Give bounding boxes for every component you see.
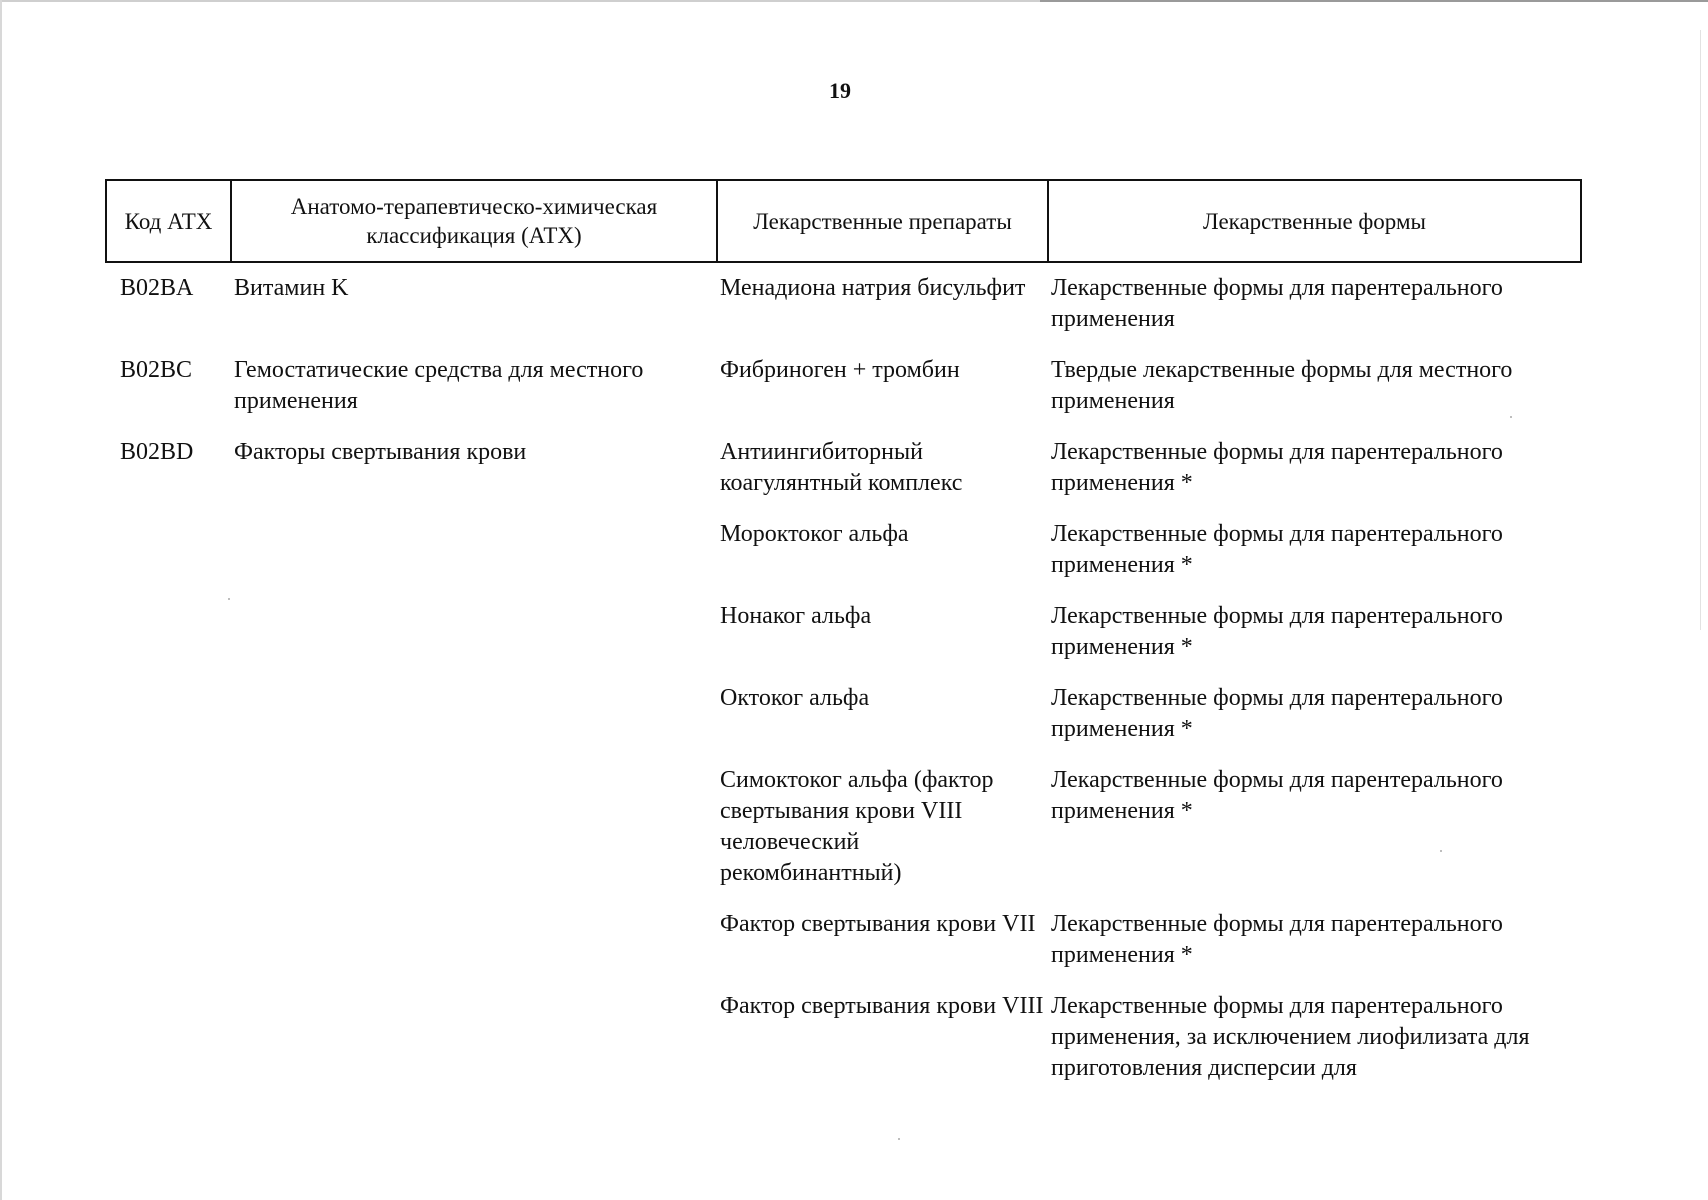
table-body xyxy=(106,262,1581,1084)
header-code: Код АТХ xyxy=(106,180,231,262)
table-row xyxy=(106,519,1581,601)
table-row xyxy=(106,262,1581,355)
row-drug: Нонаког альфа xyxy=(720,603,872,629)
row-drug: Фактор свертывания крови VIII xyxy=(720,993,1044,1019)
row-atx-name xyxy=(231,519,717,601)
table-row xyxy=(106,437,1581,519)
scan-speck xyxy=(1510,416,1512,418)
row-code xyxy=(106,765,231,909)
page-number: 19 xyxy=(829,78,851,103)
row-drug: Фибриноген + тромбин xyxy=(720,357,960,383)
row-atx-name xyxy=(231,991,717,1084)
row-atx-name: Гемостатические средства для местного применения xyxy=(234,357,644,414)
row-atx-name xyxy=(231,765,717,909)
row-drug: Симоктоког альфа (фактор свертывания крови VIII человеческий рекомбинантный) xyxy=(720,767,994,886)
row-dosage-form: Лекарственные формы для парентерального применения, за исключением лиофилизата для приготовления дисперсии для xyxy=(1051,993,1530,1081)
table-row xyxy=(106,909,1581,991)
header-atx: Анатомо-терапевтическо-химическая классификация (АТХ) xyxy=(231,180,717,262)
row-dosage-form: Твердые лекарственные формы для местного применения xyxy=(1051,357,1513,414)
row-code: B02BA xyxy=(120,275,194,301)
header-row xyxy=(106,180,1581,262)
scan-speck xyxy=(1440,850,1442,852)
row-drug: Октоког альфа xyxy=(720,685,870,711)
row-atx-name xyxy=(231,683,717,765)
row-drug: Антиингибиторный коагулянтный комплекс xyxy=(720,439,963,496)
row-code xyxy=(106,601,231,683)
row-atx-name xyxy=(231,601,717,683)
scan-edge-right xyxy=(1700,30,1701,630)
row-dosage-form: Лекарственные формы для парентерального применения * xyxy=(1051,685,1503,742)
table-row xyxy=(106,683,1581,765)
atx-table xyxy=(105,179,1582,1084)
table-row xyxy=(106,601,1581,683)
table-row xyxy=(106,765,1581,909)
row-code xyxy=(106,991,231,1084)
table-row xyxy=(106,991,1581,1084)
row-drug: Фактор свертывания крови VII xyxy=(720,911,1036,937)
row-dosage-form: Лекарственные формы для парентерального применения * xyxy=(1051,603,1503,660)
scan-speck xyxy=(898,1138,900,1140)
row-dosage-form: Лекарственные формы для парентерального применения * xyxy=(1051,911,1503,968)
scan-speck xyxy=(228,598,230,600)
row-dosage-form: Лекарственные формы для парентерального применения xyxy=(1051,275,1503,332)
table-row xyxy=(106,355,1581,437)
row-code xyxy=(106,909,231,991)
row-code xyxy=(106,519,231,601)
scan-edge-left xyxy=(0,0,2,1200)
row-atx-name: Факторы свертывания крови xyxy=(234,439,527,465)
row-code: B02BD xyxy=(120,439,194,465)
table-header xyxy=(106,180,1581,262)
row-code: B02BC xyxy=(120,357,193,383)
row-code xyxy=(106,683,231,765)
row-drug: Мороктоког альфа xyxy=(720,521,909,547)
row-dosage-form: Лекарственные формы для парентерального применения * xyxy=(1051,521,1503,578)
header-forms: Лекарственные формы xyxy=(1048,180,1581,262)
header-drugs: Лекарственные препараты xyxy=(717,180,1048,262)
row-dosage-form: Лекарственные формы для парентерального применения * xyxy=(1051,767,1503,824)
row-atx-name: Витамин K xyxy=(234,275,349,301)
row-dosage-form: Лекарственные формы для парентерального применения * xyxy=(1051,439,1503,496)
row-atx-name xyxy=(231,909,717,991)
scan-edge-top-dark xyxy=(1040,0,1708,2)
row-drug: Менадиона натрия бисульфит xyxy=(720,275,1026,301)
